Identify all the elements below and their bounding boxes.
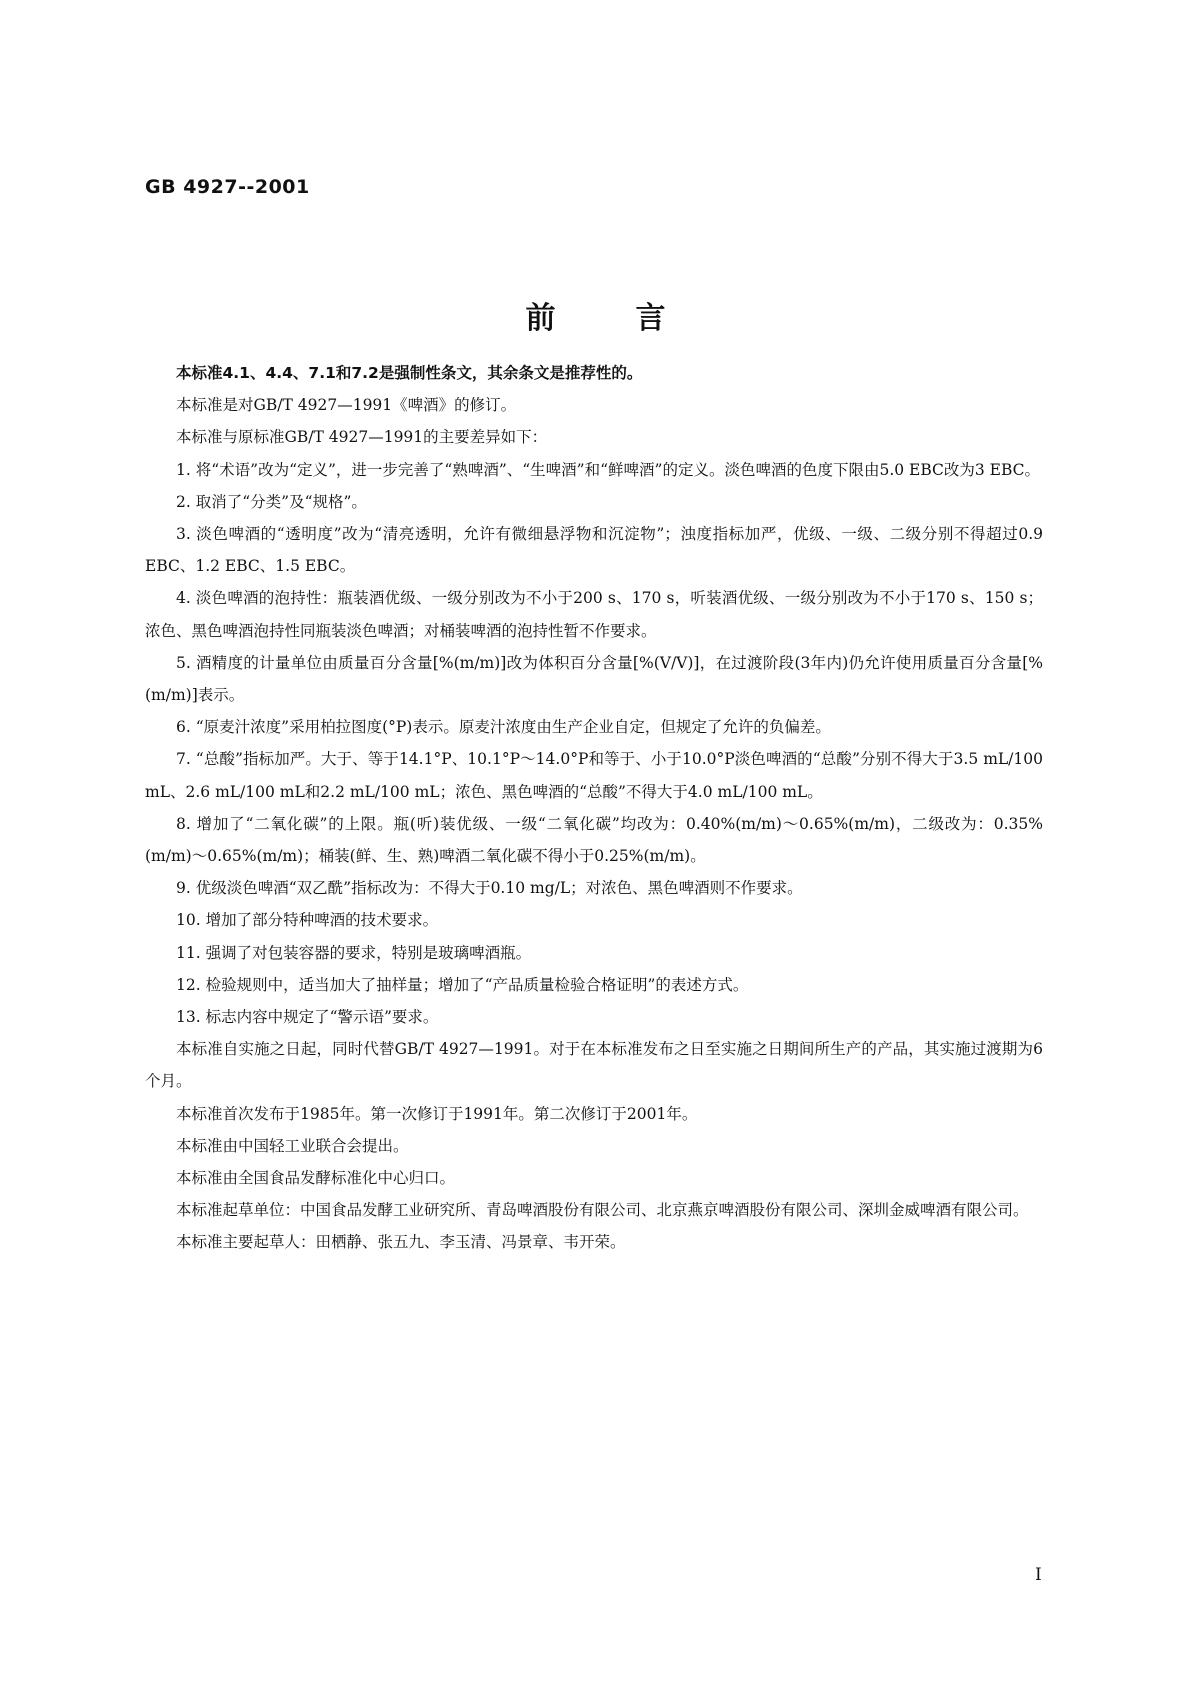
paragraph: 本标准自实施之日起，同时代替GB/T 4927—1991。对于在本标准发布之日至实施之日期间所生产的产品，其实施过渡期为6个月。 bbox=[145, 1040, 1043, 1091]
paragraph: 本标准由中国轻工业联合会提出。 bbox=[176, 1136, 409, 1155]
list-item: 3. 淡色啤酒的“透明度”改为“清亮透明，允许有微细悬浮物和沉淀物”；浊度指标加严，优级、一级、二级分别不得超过0.9 EBC、1.2 EBC、1.5 EBC。 bbox=[145, 525, 1043, 576]
page-title: 前言 bbox=[525, 301, 746, 336]
list-item: 8. 增加了“二氧化碳”的上限。瓶(听)装优级、一级“二氧化碳”均改为：0.40%(m/m)～0.65%(m/m)，二级改为：0.35%(m/m)～0.65%(m/m)；桶装(鲜、生、熟)啤酒二氧化碳不得小于0.25%(m/m)。 bbox=[145, 814, 1043, 866]
list-item: 10. 增加了部分特种啤酒的技术要求。 bbox=[176, 911, 439, 930]
list-item: 11. 强调了对包装容器的要求，特别是玻璃啤酒瓶。 bbox=[176, 943, 532, 962]
paragraph: 本标准首次发布于1985年。第一次修订于1991年。第二次修订于2001年。 bbox=[176, 1104, 698, 1123]
list-item: 6. “原麦汁浓度”采用柏拉图度(°P)表示。原麦汁浓度由生产企业自定，但规定了允许的负偏差。 bbox=[176, 718, 831, 737]
paragraph: 本标准与原标准GB/T 4927—1991的主要差异如下： bbox=[176, 428, 548, 447]
list-item: 13. 标志内容中规定了“警示语”要求。 bbox=[176, 1008, 439, 1027]
list-item: 9. 优级淡色啤酒“双乙酰”指标改为：不得大于0.10 mg/L；对浓色、黑色啤酒则不作要求。 bbox=[176, 879, 803, 898]
mandatory-clause-statement: 本标准4.1、4.4、7.1和7.2是强制性条文，其余条文是推荐性的。 bbox=[176, 364, 643, 382]
document-code: GB 4927--2001 bbox=[145, 176, 310, 198]
page-number: I bbox=[1035, 1565, 1042, 1585]
list-item: 5. 酒精度的计量单位由质量百分含量[%(m/m)]改为体积百分含量[%(V/V)]，在过渡阶段(3年内)仍允许使用质量百分含量[%(m/m)]表示。 bbox=[145, 653, 1043, 705]
list-item: 4. 淡色啤酒的泡持性：瓶装酒优级、一级分别改为不小于200 s、170 s，听装酒优级、一级分别改为不小于170 s、150 s；浓色、黑色啤酒泡持性同瓶装淡色啤酒；对桶装啤酒的泡持性暂不作要求。 bbox=[145, 589, 1043, 640]
paragraph: 本标准由全国食品发酵标准化中心归口。 bbox=[176, 1169, 456, 1188]
list-item: 1. 将“术语”改为“定义”，进一步完善了“熟啤酒”、“生啤酒”和“鲜啤酒”的定义。淡色啤酒的色度下限由5.0 EBC改为3 EBC。 bbox=[176, 460, 1041, 479]
paragraph: 本标准起草单位：中国食品发酵工业研究所、青岛啤酒股份有限公司、北京燕京啤酒股份有限公司、深圳金威啤酒有限公司。 bbox=[176, 1201, 1029, 1220]
list-item: 7. “总酸”指标加严。大于、等于14.1°P、10.1°P～14.0°P和等于、小于10.0°P淡色啤酒的“总酸”分别不得大于3.5 mL/100 mL、2.6 mL/100 mL和2.2 mL/100 mL；浓色、黑色啤酒的“总酸”不得大于4.0 mL/100 mL。 bbox=[145, 750, 1043, 801]
list-item: 2. 取消了“分类”及“规格”。 bbox=[176, 492, 367, 511]
list-item: 12. 检验规则中，适当加大了抽样量；增加了“产品质量检验合格证明”的表述方式。 bbox=[176, 975, 749, 994]
paragraph: 本标准是对GB/T 4927—1991《啤酒》的修订。 bbox=[176, 396, 517, 415]
foreword-body bbox=[145, 357, 1043, 1259]
paragraph: 本标准主要起草人：田栖静、张五九、李玉清、冯景章、韦开荣。 bbox=[176, 1233, 626, 1252]
